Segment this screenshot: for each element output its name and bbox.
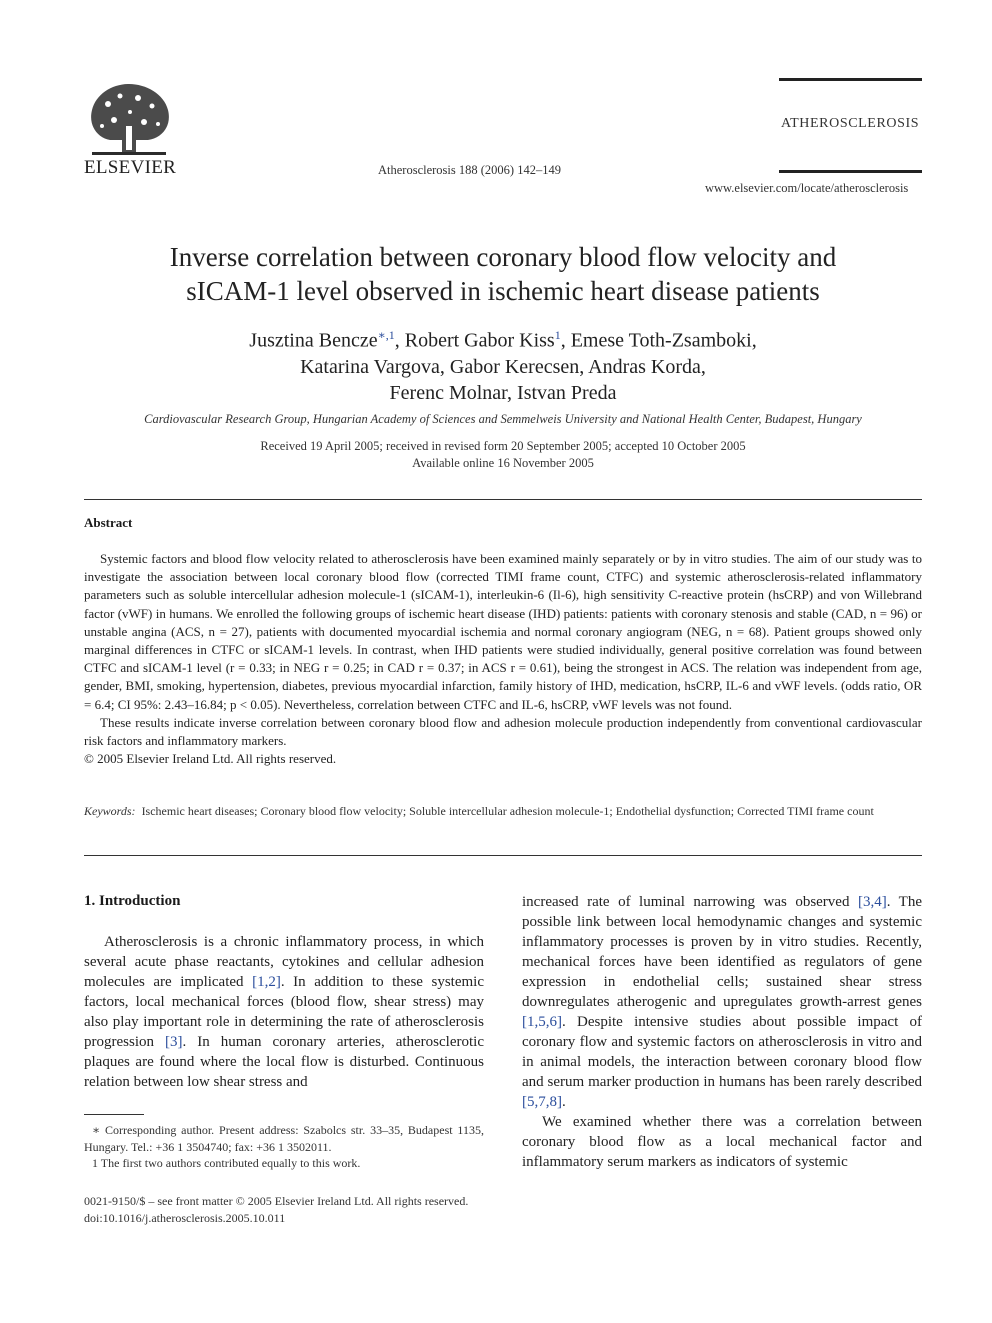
issn-line: 0021-9150/$ – see front matter © 2005 Elsevier Ireland Ltd. All rights reserved. bbox=[84, 1194, 469, 1208]
abstract-divider-top bbox=[84, 499, 922, 500]
intro-text: . In human coronary arteries, atherosclerotic plaques are found where the local flow is disturbed. Continuous relation between low shear stress and bbox=[84, 1034, 484, 1090]
journal-rule-bottom bbox=[779, 170, 922, 173]
intro-paragraph-2: We examined whether there was a correlation between coronary blood flow as a local mechanical factor and inflammatory serum markers as indicators of systemic bbox=[522, 1114, 922, 1170]
journal-url-link[interactable]: www.elsevier.com/locate/atherosclerosis bbox=[705, 181, 909, 195]
intro-text: . The possible link between local hemodynamic changes and systemic inflammatory processes is proven by in vitro studies. Recently, mechanical forces have been identified as regulators of gene expression in endothelial cells; sustained shear stress downregulates atherogenic and upregulates growth-arrest genes bbox=[522, 894, 922, 1010]
author-3: , Emese Toth-Zsamboki, bbox=[560, 329, 757, 352]
abstract-paragraph-2: These results indicate inverse correlation between coronary blood flow and adhesion molecule production independently from conventional cardiovascular risk factors and inflammatory markers. bbox=[84, 714, 922, 749]
keywords-label: Keywords: bbox=[84, 804, 136, 818]
abstract-body bbox=[84, 550, 922, 768]
author-2-footnote-link[interactable]: 1 bbox=[554, 328, 561, 342]
authors-line-1 bbox=[84, 322, 922, 354]
intro-right-column bbox=[522, 892, 922, 1172]
authors-line-3: Ferenc Molnar, Istvan Preda bbox=[389, 381, 617, 404]
article-title bbox=[84, 240, 922, 308]
intro-text: . In addition to these systemic factors, local mechanical forces (blood flow, shear stress) may also play important role in determining the rate of atherosclerosis progression bbox=[84, 974, 484, 1050]
footnote-equal-contribution: 1 The first two authors contributed equally to this work. bbox=[92, 1156, 361, 1170]
intro-paragraph-1 bbox=[84, 932, 484, 1092]
abstract-paragraph-1: Systemic factors and blood flow velocity related to atherosclerosis have been examined mainly separately or by in vitro studies. The aim of our study was to investigate the association between local coronary blood flow (corrected TIMI frame count, CTFC) and systemic atherosclerosis-related inflammatory parameters such as soluble intercellular adhesion molecule-1 (sICAM-1), interleukin-6 (Il-6), high sensitivity C-reactive protein (hsCRP) and von Willebrand factor (vWF) in humans. We enrolled the following groups of ischemic heart disease (IHD) patients: patients with coronary stenosis and stable (CAD, n = 96) or unstable angina (ACS, n = 27), patients with documented myocardial ischemia and normal coronary angiogram (NEG, n = 68). Patient groups showed only marginal differences in CTFC or sICAM-1 levels. In contrast, when IHD patients were studied individually, general positive correlation was found between CTFC and sICAM-1 level (r = 0.33; in NEG r = 0.25; in CAD r = 0.37; in ACS r = 0.61), being the strongest in ACS. The relation was independent from age, gender, BMI, smoking, hypertension, diabetes, previous myocardial infarction, family history of IHD, medication, hsCRP, IL-6 and vWF levels. (odds ratio, OR = 6.4; CI 95%: 2.43–16.84; p < 0.05). Nevertheless, correlation between CTFC and IL-6, hsCRP, vWF levels was not found. bbox=[84, 551, 922, 712]
author-2: , Robert Gabor Kiss bbox=[394, 329, 555, 352]
available-online: Available online 16 November 2005 bbox=[412, 456, 594, 470]
doi-link[interactable]: doi:10.1016/j.atherosclerosis.2005.10.011 bbox=[84, 1211, 286, 1225]
journal-name: ATHEROSCLEROSIS bbox=[781, 116, 920, 131]
front-matter-info bbox=[84, 1193, 468, 1227]
keywords bbox=[84, 803, 922, 820]
citation-link[interactable]: [5,7,8] bbox=[522, 1094, 562, 1110]
citation-link[interactable]: [3,4] bbox=[857, 894, 887, 910]
authors-line-2: Katarina Vargova, Gabor Kerecsen, Andras Korda, bbox=[300, 355, 706, 378]
author-1-footnote-link[interactable]: ∗,1 bbox=[377, 328, 395, 342]
intro-text: . bbox=[562, 1094, 566, 1110]
keywords-list: Ischemic heart diseases; Coronary blood flow velocity; Soluble intercellular adhesion molecule-1; Endothelial dysfunction; Corrected TIMI frame count bbox=[141, 804, 874, 818]
journal-rule-top bbox=[779, 78, 922, 81]
author-1: Jusztina Bencze bbox=[249, 329, 378, 352]
citation-link[interactable]: [1,2] bbox=[252, 974, 281, 990]
abstract-heading: Abstract bbox=[84, 515, 133, 530]
section-heading-introduction: 1. Introduction bbox=[84, 893, 181, 909]
article-dates bbox=[84, 438, 922, 472]
intro-paragraph-1-cont bbox=[522, 892, 922, 1112]
citation-link[interactable]: [1,5,6] bbox=[522, 1014, 562, 1030]
intro-text: increased rate of luminal narrowing was observed bbox=[522, 894, 858, 910]
footnote-corresponding-author: ∗ Corresponding author. Present address: Szabolcs str. 33–35, Budapest 1135, Hungary. Tel.: +36 1 3504740; fax: +36 1 3502011. bbox=[84, 1123, 484, 1154]
intro-text: . Despite intensive studies about possible impact of coronary flow and systemic factors on atherosclerosis in vitro and in animal models, the interaction between coronary blood flow and serum marker production in humans has been rarely described bbox=[522, 1014, 922, 1090]
author-list bbox=[84, 322, 922, 406]
abstract-copyright: © 2005 Elsevier Ireland Ltd. All rights reserved. bbox=[84, 751, 337, 767]
journal-citation: Atherosclerosis 188 (2006) 142–149 bbox=[378, 163, 561, 177]
citation-link[interactable]: [3] bbox=[164, 1034, 183, 1050]
intro-left-column bbox=[84, 932, 484, 1092]
title-line-1: Inverse correlation between coronary blood flow velocity and bbox=[169, 242, 837, 272]
footnotes bbox=[84, 1122, 484, 1172]
footnote-rule bbox=[84, 1114, 144, 1115]
intro-text: Atherosclerosis is a chronic inflammatory process, in which several acute phase reactants, cytokines and cellular adhesion molecules are implicated bbox=[84, 934, 484, 990]
affiliation: Cardiovascular Research Group, Hungarian Academy of Sciences and Semmelweis University and National Health Center, Budapest, Hungary bbox=[144, 412, 862, 426]
publisher-name: ELSEVIER bbox=[84, 157, 177, 178]
abstract-divider-bottom bbox=[84, 855, 922, 856]
received-dates: Received 19 April 2005; received in revised form 20 September 2005; accepted 10 October 2005 bbox=[260, 439, 746, 453]
title-line-2: sICAM-1 level observed in ischemic heart disease patients bbox=[186, 276, 820, 306]
